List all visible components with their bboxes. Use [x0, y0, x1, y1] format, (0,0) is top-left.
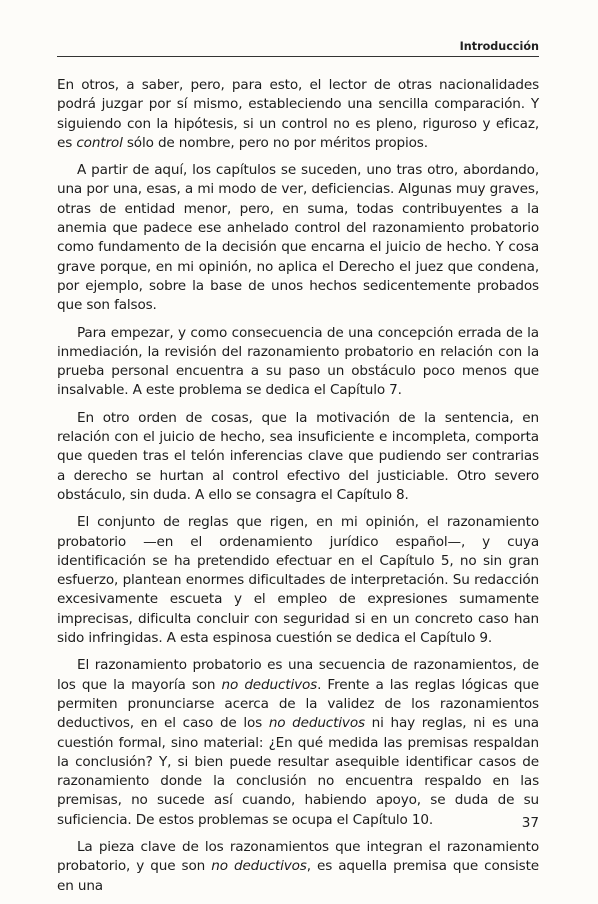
paragraph	[57, 513, 539, 648]
page-number: 37	[521, 815, 539, 831]
text-run: . Frente a las reglas lógicas que permiten pronunciarse acerca de la validez de los razonamientos deductivos, en el caso de los	[57, 676, 539, 732]
text-run: ni hay reglas, ni es una cuestión formal, sino material: ¿En qué medida las premisas respaldan la conclusión? Y, si bien puede resultar asequible identificar casos de razonamiento donde la conclusión no encuentra respaldo en las premisas, no sucede así cuando, habiendo apoyo, se duda de su suficiencia. De estos problemas se ocupa el Capítulo 10.	[57, 715, 539, 828]
text-run: A partir de aquí, los capítulos se suceden, uno tras otro, abordando, una por una, esas, a mi modo de ver, deficiencias. Algunas muy graves, otras de entidad menor, pero, en suma, todas contribuyentes a la anemia que padece ese anhelado control del razonamiento probatorio como fundamento de la decisión que encarna el juicio de hecho. Y cosa grave porque, en mi opinión, no aplica el Derecho el juez que condena, por ejemplo, sobre la base de unos hechos sedicentemente probados que son falsos.	[57, 162, 539, 314]
text-run: La pieza clave de los razonamientos que integran el razonamiento probatorio, y que son	[57, 838, 539, 875]
paragraph	[57, 324, 539, 401]
running-header: Introducción	[459, 40, 539, 53]
text-run: En otro orden de cosas, que la motivación de la sentencia, en relación con el juicio de hecho, sea insuficiente e incompleta, comporta que queden tras el telón inferencias clave que pudiendo ser contrarias a derecho se hurtan al control efectivo del justiciable. Otro severo obstáculo, sin duda. A ello se consagra el Capítulo 8.	[57, 409, 539, 503]
text-run: En otros, a saber, pero, para esto, el lector de otras nacionalidades podrá juzgar por sí mismo, estableciendo una sencilla comparación. Y siguiendo con la hipótesis, si un control no es pleno, riguroso y eficaz, es	[57, 77, 539, 151]
text-run: Para empezar, y como consecuencia de una concepción errada de la inmediación, la revisión del razonamiento probatorio en relación con la prueba personal encuentra a su paso un obstáculo poco menos que insalvable. A este problema se dedica el Capítulo 7.	[57, 324, 539, 399]
text-run: sólo de nombre, pero no por méritos propios.	[122, 134, 428, 151]
text-run: El razonamiento probatorio es una secuencia de razonamientos, de los que la mayoría son	[57, 657, 539, 693]
paragraph	[57, 409, 539, 505]
italic-text: no deductivos	[268, 715, 365, 732]
text-run: , es aquella premisa que consiste en una	[57, 858, 539, 894]
italic-text: no deductivos	[221, 676, 318, 693]
paragraph	[57, 656, 539, 830]
italic-text: control	[76, 134, 123, 151]
header-rule	[57, 56, 539, 57]
text-run: El conjunto de reglas que rigen, en mi opinión, el razonamiento probatorio —en el ordenamiento jurídico español—, y cuya identificación se ha pretendido efectuar en el Capítulo 5, no sin gran esfuerzo, plantean enormes dificultades de interpretación. Su redacción excesivamente escueta y el empleo de expresiones sumamente imprecisas, dificulta concluir con seguridad si en un concreto caso han sido infringidas. A esta espinosa cuestión se dedica el Capítulo 9.	[57, 514, 539, 647]
paragraph	[57, 161, 539, 315]
body-text	[57, 76, 539, 904]
italic-text: no deductivos	[211, 858, 307, 875]
paragraph	[57, 76, 539, 153]
